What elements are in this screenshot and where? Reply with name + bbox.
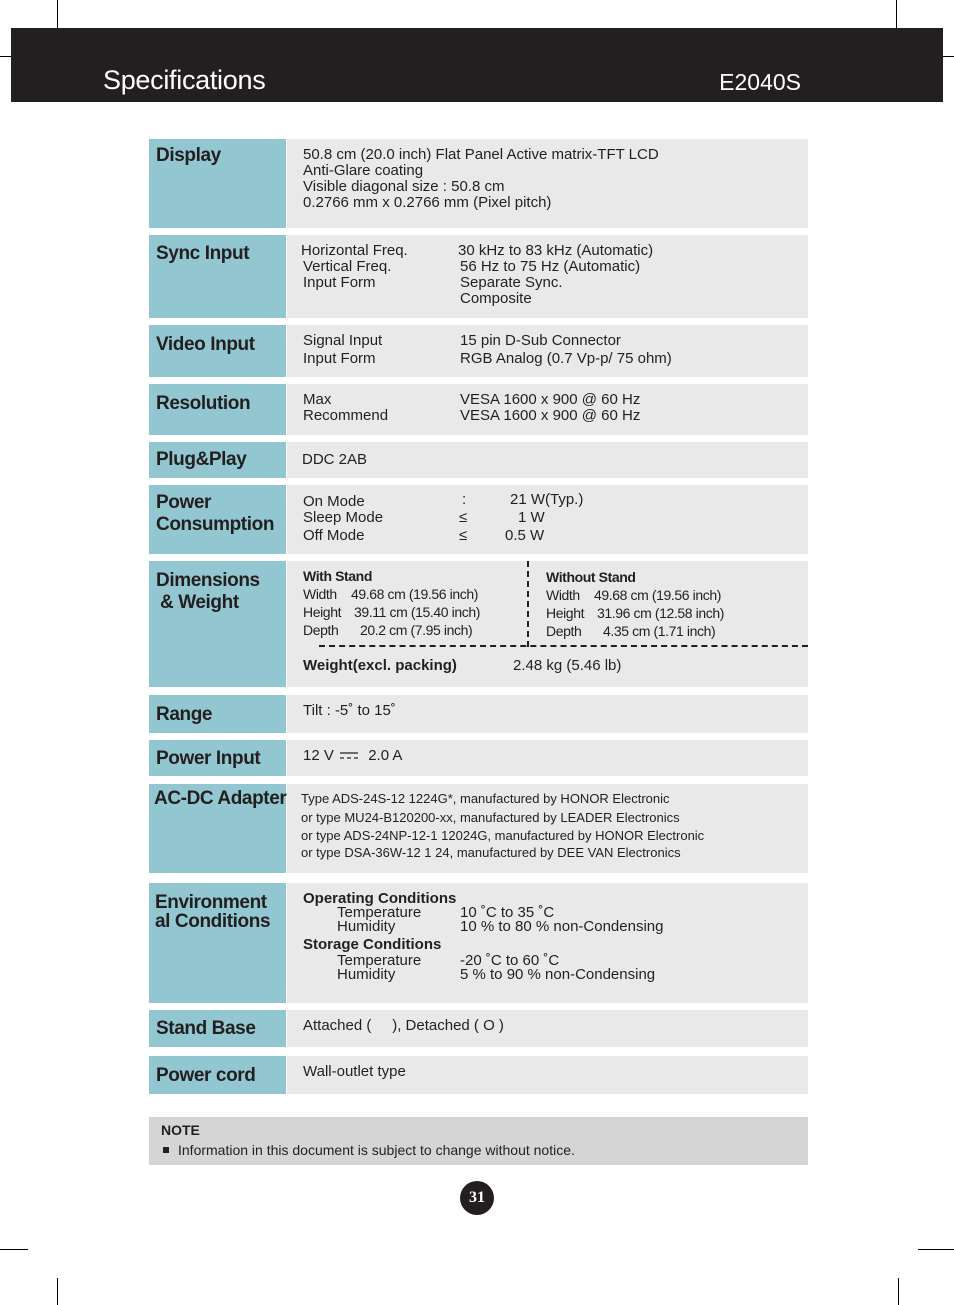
spec-label: Environment al Conditions: [149, 883, 286, 1003]
spec-key: Input Form: [303, 350, 376, 367]
spec-key: Temperature: [337, 952, 422, 969]
storage-title: Storage Conditions: [303, 936, 442, 953]
spec-row-stand-base: [149, 1010, 808, 1047]
spec-data: Composite: [460, 290, 532, 307]
spec-label: AC-DC Adapter: [149, 784, 286, 873]
spec-line: 0.2766 mm x 0.2766 mm (Pixel pitch): [303, 194, 552, 211]
spec-data: 21 W(Typ.): [510, 491, 584, 508]
spec-key: Depth: [546, 623, 582, 639]
spec-data: 49.68 cm (19.56 inch): [594, 587, 722, 603]
spec-line: or type ADS-24NP-12-1 12024G, manufactured by HONOR Electronic: [301, 828, 705, 843]
spec-label: Range: [149, 695, 286, 733]
operating-title: Operating Conditions: [303, 890, 457, 907]
dc-symbol-icon: [340, 750, 358, 760]
spec-line: or type MU24-B120200-xx, manufactured by LEADER Electronics: [301, 810, 680, 825]
spec-data: Wall-outlet type: [303, 1063, 406, 1080]
spec-data: Separate Sync.: [460, 274, 563, 291]
spec-data: 10 % to 80 % non-Condensing: [460, 918, 664, 935]
spec-data: 49.68 cm (19.56 inch): [351, 586, 479, 602]
spec-label: Display: [149, 139, 286, 228]
spec-data: Tilt : -5˚ to 15˚: [303, 702, 396, 719]
voltage-value: 12 V: [303, 747, 334, 764]
note-title: NOTE: [161, 1122, 200, 1138]
spec-key: Temperature: [337, 904, 422, 921]
spec-data: 31.96 cm (12.58 inch): [597, 605, 725, 621]
spec-data: RGB Analog (0.7 Vp-p/ 75 ohm): [460, 350, 672, 367]
spec-label: Dimensions & Weight: [149, 561, 286, 687]
spec-label: Resolution: [149, 384, 286, 435]
spec-label: Power cord: [149, 1056, 286, 1094]
spec-label: Video Input: [149, 325, 286, 377]
spec-data: -20 ˚C to 60 ˚C: [460, 952, 560, 969]
crop-mark: [918, 1249, 954, 1250]
spec-value: [287, 1056, 808, 1094]
spec-key: Humidity: [337, 918, 396, 935]
spec-key: Height: [303, 604, 342, 620]
spec-row-power-cord: [149, 1056, 808, 1094]
with-stand-title: With Stand: [303, 568, 372, 584]
spec-data: 4.35 cm (1.71 inch): [603, 623, 716, 639]
spec-line: Type ADS-24S-12 1224G*, manufactured by HONOR Electronic: [301, 791, 670, 806]
spec-label: Power Consumption: [149, 485, 286, 554]
spec-key: Depth: [303, 622, 339, 638]
spec-key: Height: [546, 605, 585, 621]
crop-mark: [943, 56, 954, 57]
spec-row-dimensions: [149, 561, 808, 687]
spec-data: 20.2 cm (7.95 inch): [360, 622, 473, 638]
spec-value: [287, 139, 808, 228]
spec-row-ac-dc-adapter: [149, 784, 808, 873]
spec-row-resolution: [149, 384, 808, 435]
spec-value: [287, 485, 808, 554]
spec-value: [287, 740, 808, 776]
spec-data: 1 W: [518, 509, 545, 526]
spec-value: [287, 325, 808, 377]
spec-key: Max: [303, 391, 332, 408]
spec-key: Width: [546, 587, 580, 603]
spec-row-sync-input: [149, 235, 808, 318]
spec-key: Horizontal Freq.: [301, 242, 408, 259]
spec-key: Signal Input: [303, 332, 383, 349]
spec-label: Stand Base: [149, 1010, 286, 1047]
spec-data: 0.5 W: [505, 527, 545, 544]
spec-value: [287, 695, 808, 733]
spec-label: Sync Input: [149, 235, 286, 318]
spec-data: 5 % to 90 % non-Condensing: [460, 966, 656, 983]
model-name: E2040S: [719, 69, 801, 95]
dashed-divider: [319, 645, 808, 647]
spec-key: Off Mode: [303, 527, 365, 544]
spec-data: VESA 1600 x 900 @ 60 Hz: [460, 391, 641, 408]
page-header: [11, 28, 943, 102]
spec-row-display: [149, 139, 808, 228]
spec-data: DDC 2AB: [302, 451, 368, 468]
spec-symbol: ≤: [459, 509, 468, 526]
spec-value: [287, 784, 808, 873]
spec-line: Anti-Glare coating: [303, 162, 424, 179]
weight-label: Weight(excl. packing): [303, 657, 457, 674]
spec-row-power-consumption: [149, 485, 808, 554]
spec-value: [287, 883, 808, 1003]
page-number: 31: [460, 1181, 494, 1215]
spec-row-power-input: [149, 740, 808, 776]
spec-key: Humidity: [337, 966, 396, 983]
spec-data: 56 Hz to 75 Hz (Automatic): [460, 258, 641, 275]
spec-value: [287, 442, 808, 478]
spec-data: Attached ( ), Detached ( O ): [303, 1017, 504, 1034]
spec-data: 30 kHz to 83 kHz (Automatic): [458, 242, 654, 259]
spec-data: VESA 1600 x 900 @ 60 Hz: [460, 407, 641, 424]
bullet-icon: [163, 1147, 169, 1153]
spec-value: [287, 561, 808, 687]
crop-mark: [896, 0, 897, 28]
spec-key: Recommend: [303, 407, 389, 424]
spec-key: Sleep Mode: [303, 509, 384, 526]
spec-symbol: ≤: [459, 527, 468, 544]
crop-mark: [57, 0, 58, 28]
spec-line: or type DSA-36W-12 1 24, manufactured by DEE VAN Electronics: [301, 845, 681, 860]
spec-symbol: :: [462, 491, 467, 508]
spec-row-video-input: [149, 325, 808, 377]
spec-data: [303, 748, 402, 764]
spec-data: 15 pin D-Sub Connector: [460, 332, 621, 349]
crop-mark: [0, 1249, 28, 1250]
page-title: Specifications: [103, 65, 266, 95]
weight-value: 2.48 kg (5.46 lb): [513, 657, 622, 674]
spec-row-plug-and-play: [149, 442, 808, 478]
dashed-divider: [527, 561, 529, 647]
spec-line: 50.8 cm (20.0 inch) Flat Panel Active matrix-TFT LCD: [303, 146, 659, 163]
spec-value: [287, 384, 808, 435]
spec-key: Width: [303, 586, 337, 602]
spec-data: 39.11 cm (15.40 inch): [354, 604, 480, 620]
current-value: 2.0 A: [368, 747, 403, 764]
spec-label: Power Input: [149, 740, 286, 776]
spec-key: On Mode: [303, 493, 365, 510]
without-stand-title: Without Stand: [546, 569, 636, 585]
spec-label: Plug&Play: [149, 442, 286, 478]
spec-value: [287, 1010, 808, 1047]
note-text: Information in this document is subject to change without notice.: [178, 1142, 575, 1158]
spec-value: [287, 235, 808, 318]
spec-row-range: [149, 695, 808, 733]
crop-mark: [57, 1278, 58, 1305]
spec-data: 10 ˚C to 35 ˚C: [460, 904, 555, 921]
spec-key: Input Form: [303, 274, 376, 291]
spec-row-environmental-conditions: [149, 883, 808, 1003]
crop-mark: [0, 56, 11, 57]
note-box: [149, 1117, 808, 1165]
crop-mark: [898, 1278, 899, 1305]
spec-line: Visible diagonal size : 50.8 cm: [303, 178, 505, 195]
spec-key: Vertical Freq.: [303, 258, 392, 275]
